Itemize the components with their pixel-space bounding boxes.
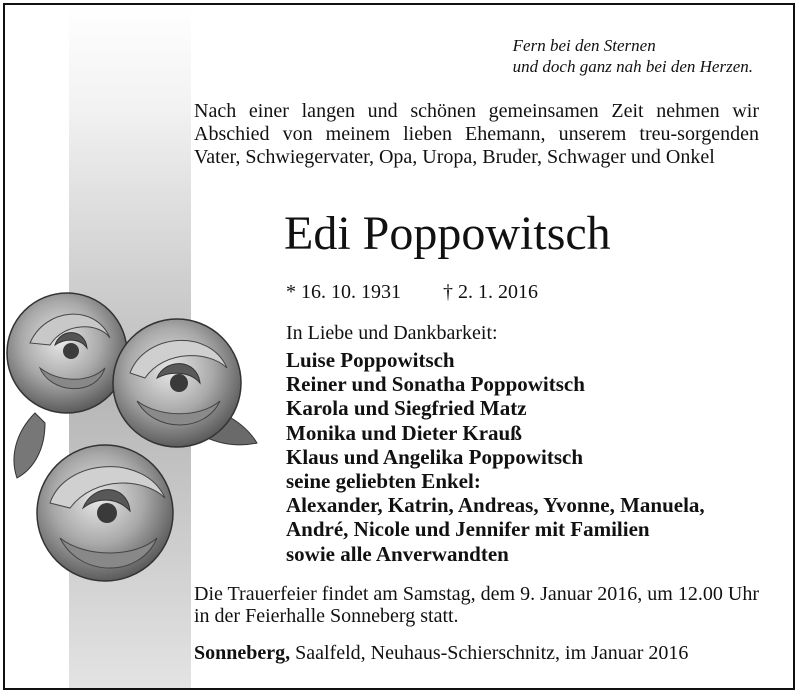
deceased-name: Edi Poppowitsch bbox=[284, 207, 611, 260]
family-member: Karola und Siegfried Matz bbox=[286, 396, 527, 421]
family-member: Monika und Dieter Krauß bbox=[286, 420, 522, 445]
family-list bbox=[286, 348, 705, 566]
motto-line-2: und doch ganz nah bei den Herzen. bbox=[512, 57, 753, 76]
rose-top-left bbox=[7, 293, 127, 413]
intro-text: Nach einer langen und schönen gemeinsamen Zeit nehmen wir Abschied von meinem lieben Ehemann, unserem treu-sorgenden Vater, Schwiegervater, Opa, Uropa, Bruder, Schwager und Onkel bbox=[194, 100, 759, 168]
family-member: Alexander, Katrin, Andreas, Yvonne, Manuela, bbox=[286, 493, 705, 518]
family-member: sowie alle Anverwandten bbox=[286, 541, 509, 566]
death-date: † 2. 1. 2016 bbox=[443, 281, 538, 303]
family-member: André, Nicole und Jennifer mit Familien bbox=[286, 517, 650, 542]
roses-image bbox=[5, 283, 265, 613]
life-dates bbox=[286, 280, 538, 304]
family-member: Klaus und Angelika Poppowitsch bbox=[286, 444, 584, 469]
family-member: seine geliebten Enkel: bbox=[286, 469, 481, 494]
motto-line-1: Fern bei den Sternen bbox=[512, 36, 656, 55]
place-bold: Sonneberg, bbox=[194, 642, 291, 664]
obituary-frame bbox=[3, 3, 795, 690]
birth-date: * 16. 10. 1931 bbox=[286, 281, 401, 303]
love-line: In Liebe und Dankbarkeit: bbox=[286, 322, 498, 344]
family-member: Reiner und Sonatha Poppowitsch bbox=[286, 372, 585, 397]
family-member: Luise Poppowitsch bbox=[286, 348, 455, 372]
funeral-notice: Die Trauerfeier findet am Samstag, dem 9. Januar 2016, um 12.00 Uhr in der Feierhalle Sonneberg statt. bbox=[194, 583, 759, 627]
motto bbox=[513, 35, 753, 77]
place-date-line bbox=[194, 641, 688, 665]
place-rest: Saalfeld, Neuhaus-Schierschnitz, im Januar 2016 bbox=[290, 642, 689, 664]
rose-bottom bbox=[37, 445, 173, 581]
rose-middle-right bbox=[113, 319, 241, 447]
